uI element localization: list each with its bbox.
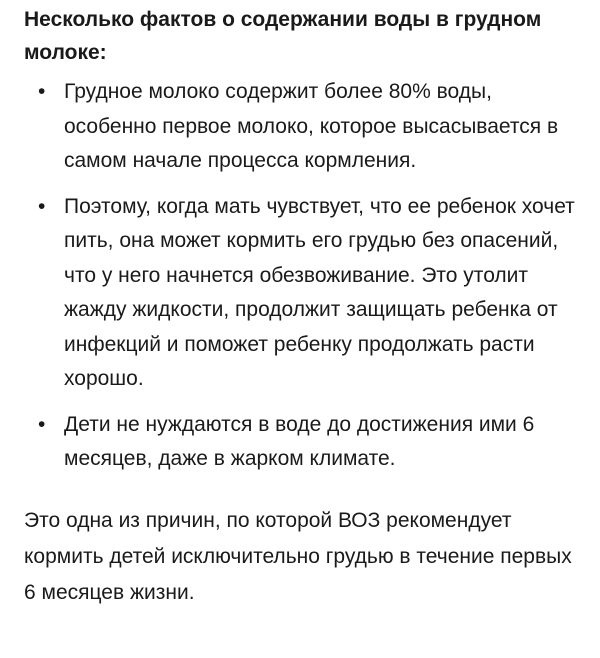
fact-text: Поэтому, когда мать чувствует, что ее ребенок хочет пить, она может кормить его грудью без опасений, что у него начнется обезвоживание. Это утолит жажду жидкости, продолжит защищать ребенка от инфекций и поможет ребенку продолжать расти хорошо. <box>64 194 575 390</box>
fact-text: Дети не нуждаются в воде до достижения ими 6 месяцев, даже в жарком климате. <box>64 412 535 470</box>
facts-list <box>24 75 584 477</box>
list-item <box>24 408 584 477</box>
list-item <box>24 190 584 397</box>
conclusion-paragraph: Это одна из причин, по которой ВОЗ рекомендует кормить детей исключительно грудью в течение первых 6 месяцев жизни. <box>24 508 572 604</box>
article-heading: Несколько фактов о содержании воды в грудном молоке: <box>24 8 542 64</box>
bullet-icon: • <box>38 412 46 436</box>
fact-text: Грудное молоко содержит более 80% воды, особенно первое молоко, которое высасывается в самом начале процесса кормления. <box>64 80 559 172</box>
list-item <box>24 75 584 179</box>
bullet-icon: • <box>38 80 46 103</box>
bullet-icon: • <box>38 194 46 218</box>
